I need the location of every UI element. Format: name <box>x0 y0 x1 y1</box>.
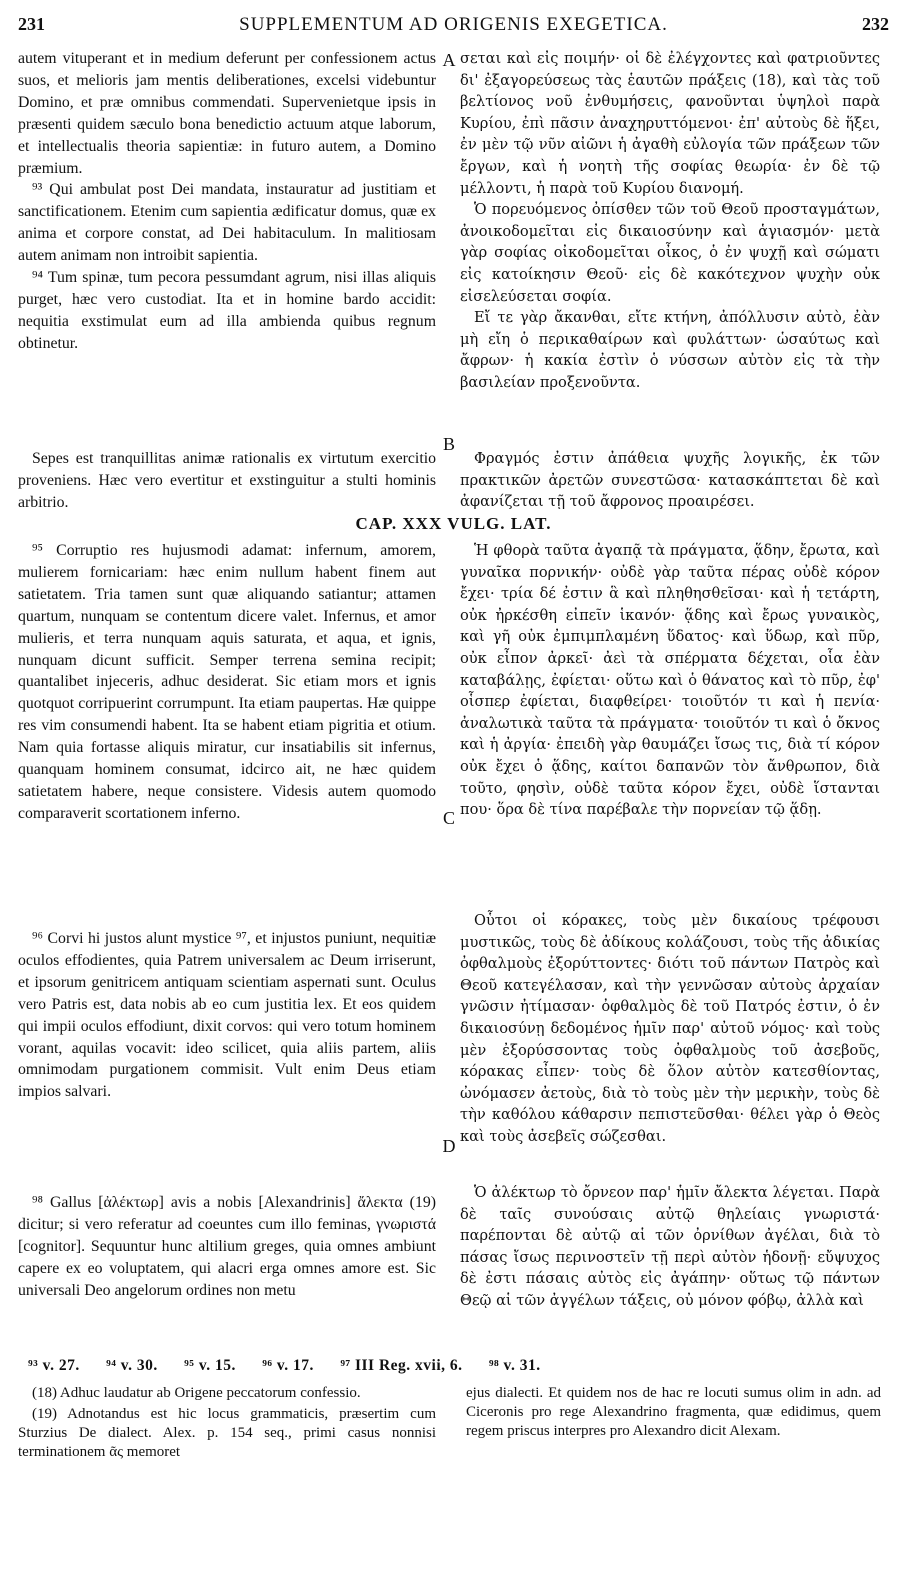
chapter-heading: CAP. XXX VULG. LAT. <box>355 514 552 533</box>
margin-marker-b: B <box>442 434 455 454</box>
scripture-reference: ⁹⁵ v. 15. <box>184 1357 236 1374</box>
latin-column-cock <box>18 1192 436 1302</box>
greek-column-ravens <box>460 910 880 1148</box>
footnotes-right <box>466 1384 881 1443</box>
scripture-references <box>28 1357 888 1375</box>
greek-paragraph: Ἡ φθορὰ ταῦτα ἀγαπᾷ τὰ πράγματα, ᾅδην, ἔρωτα, καὶ γυναῖκα πορνικήν· οὐδὲ γὰρ ταῦτα πέρας οὐδὲ κόρον ἔχει· τρία δέ ἐστιν ἃ καὶ πληθησθεῖσαι· καὶ ἡ τετάρτη, οὐκ ἠρκέσθη εἰπεῖν ἱκανόν· ᾅδης καὶ ἔρως γυναικὸς, καὶ γῆ οὐκ ἐμπιμπλαμένη ὕδατος· καὶ ὕδωρ, καὶ πῦρ, οὐκ εἶπον ἀρκεῖ· ἀεὶ τὰ σπέρματα δέχεται, οἷα ἐὰν καταβάλῃς, ἐφίεται· οὕτω καὶ ὁ θάνατος καὶ τὸ πῦρ, ἐφ' οἷσπερ ἐφίεται, διαφθείρει· τοιοῦτόν τι καὶ ἡ πενία· ἀναλωτικὰ ταῦτα τὰ πράγματα· τοιοῦτόν τι καὶ ὁ ὄκνος καὶ ἡ ἀργία· ἐπειδὴ γὰρ θαυμάζει ἴσως τις, διὰ τί κόρον οὐκ ἔχει ὁ ᾅδης, καίτοι δαπανῶν τὸν ἄνθρωπον, διὰ τοῦτο, φησὶν, οὐδὲ ταῦτα κόρον ἔχει, οὐδὲ ἵστανται που· ὅρα δὲ τίνα παρέβαλε τὴν πορνείαν τῷ ᾅδῃ. <box>460 542 880 819</box>
latin-paragraph: ⁹³ Qui ambulat post Dei mandata, instauratur ad justitiam et sanctificationem. Etenim cum sapientia ædificatur domus, quæ ex anima et corpore constat, ad Dei habitaculum. In malitiosam autem animam non introibit sapientia. <box>18 181 436 265</box>
greek-paragraph: Εἴ τε γὰρ ἄκανθαι, εἴτε κτήνη, ἀπόλλυσιν αὐτὸ, ἐὰν μὴ εἴη ὁ περικαθαίρων καὶ φυλάττων· ὡσαύτως καὶ ἄφρων· ἡ κακία ἐστὶν ὁ νύσσων αὐτὸν εἰς τὰ τὴν βασιλείαν προξενοῦντα. <box>460 309 880 391</box>
footnote-19: (19) Adnotandus est hic locus grammaticis, præsertim cum Sturzius De dialect. Alex. p. 154 seq., primi casus nonnisi terminationem ᾶς memoret <box>18 1406 436 1460</box>
latin-column-top <box>18 48 436 355</box>
greek-column-hedge <box>460 448 880 513</box>
scripture-reference: ⁹⁶ v. 17. <box>262 1357 314 1374</box>
greek-paragraph: Ὁ πορευόμενος ὀπίσθεν τῶν τοῦ Θεοῦ προσταγμάτων, ἀνοικοδομεῖται εἰς δικαιοσύνην καὶ ἁγιασμόν· μετὰ γὰρ σοφίας οἰκοδομεῖται οἶκος, ὁ ἐν ψυχῇ καὶ σώματι εἰς κατοίκησιν Θεοῦ· εἰς δὲ κακότεχνον ψυχὴν οὐκ εἰσελεύσεται σοφία. <box>460 201 880 305</box>
margin-marker-d: D <box>442 1136 456 1156</box>
scripture-reference: ⁹³ v. 27. <box>28 1357 80 1374</box>
margin-marker-c: C <box>442 808 455 828</box>
greek-paragraph: Οὗτοι οἱ κόρακες, τοὺς μὲν δικαίους τρέφουσι μυστικῶς, τοὺς δὲ ἀδίκους κολάζουσι, τοὺς τῆς ἀδικίας ὀφθαλμοὺς ἐξορύττοντες· διότι τοῦ πάντων Πατρὸς καὶ Θεοῦ κατεγέλασαν, καὶ τὴν γεννῶσαν αὐτοὺς ἀρχαίαν γνῶσιν ἠτίμασαν· ὀφθαλμὸς δὲ τοῦ Πατρός ἐστιν, ὁ ἐν δικαιοσύνῃ δεδομένος ἡμῖν παρ' αὐτοῦ νόμος· καὶ τοὺς μὲν ἐξορύσσοντας τοὺς ὀφθαλμοὺς τοῦ ἀσεβοῦς, κόρακας εἶπεν· τοὺς δὲ ὅλον αὐτὸν κατεσθίοντας, ὠνόμασεν ἀετοὺς, διὰ τὸ τοὺς μὲν τὴν μερικὴν, τοὺς δὲ τὴν καθόλου κάθαρσιν πεπιστεῦσθαι· θέλει γὰρ ὁ Θεὸς καὶ τοὺς ἀσεβεῖς σώζεσθαι. <box>460 912 880 1145</box>
greek-column-cap30 <box>460 540 880 821</box>
footnote-18: (18) Adhuc laudatur ab Origene peccatorum confessio. <box>32 1385 361 1401</box>
latin-paragraph: ⁹⁶ Corvi hi justos alunt mystice ⁹⁷, et injustos puniunt, nequitiæ oculos effodientes, quia Patrem universalem ac Deum irriserunt, et ipsorum genitricem antiquam scientiam aspernati sunt. Oculus vero Patris est, data nobis ab eo cum justitia lex. Et eos quidem qui impii oculos effodiunt, dixit corvos: qui vero totum hominem vorant, aquilas vocavit: ideo scilicet, quia aliis partem, aliis omnimodam purgationem commisit. Vult enim Deus etiam impios salvari. <box>18 930 436 1101</box>
margin-marker-a: A <box>442 50 456 70</box>
latin-paragraph: ⁹⁸ Gallus [ἀλέκτωρ] avis a nobis [Alexandrinis] ἄλεκτα (19) dicitur; si vero referatur ad coeuntes cum illo feminas, γνωριστά [cognitor]. Sequuntur hunc altilium greges, quia omnes ambiunt capere ex eo voluptatem, qui alacri erga omnes amore est. Sic universali Deo angelorum ordines non metu <box>18 1194 436 1299</box>
greek-paragraph: σεται καὶ εἰς ποιμήν· οἱ δὲ ἐλέγχοντες καὶ φατριοῦντες δι' ἐξαγορεύσεως τὰς ἑαυτῶν πράξεις (18), καὶ τὰς τοῦ βελτίονος νοῦ ἐνθυμήσεις, φανοῦνται ὑψηλοὶ παρὰ Κυρίου, ἐπὶ πᾶσιν ἀναχηρυττόμενοι· ἐπ' αὐτοὺς δὲ ἥξει, ἐν μὲν τῷ νῦν αἰῶνι ἡ ἀγαθὴ εὐλογία τῶν πράξεων τῶν ἔργων, καὶ ἡ νοητὴ τῆς σοφίας θεωρία· ἐν δὲ τῷ μέλλοντι, ἡ παρὰ τοῦ Κυρίου διανομή. <box>460 50 880 197</box>
scripture-reference: ⁹⁸ v. 31. <box>488 1357 541 1374</box>
latin-paragraph: Sepes est tranquillitas animæ rationalis ex virtutum exercitio proveniens. Hæc vero evertitur et exstinguitur a stulti hominis arbitrio. <box>18 450 436 511</box>
greek-paragraph: Ὁ ἀλέκτωρ τὸ ὄρνεον παρ' ἡμῖν ἄλεκτα λέγεται. Παρὰ δὲ ταῖς συνούσαις αὐτῷ θηλείαις γνωριστά· παρέπονται δὲ αὐτῷ αἱ τῶν ὀρνίθων ἀγέλαι, διὰ τὸ πάσας ἴσως περινοστεῖν τῇ περὶ αὐτὸν ἡδονῇ· εὔψυχος δὲ ἐστι πάσαις αὐτὸς εἰς ἀγάπην· οὕτως τῷ πάντων Θεῷ αἱ τῶν ἀγγέλων τάξεις, οὐ μόνον φόβῳ, ἀλλὰ καὶ <box>460 1184 880 1309</box>
footnotes-left <box>18 1384 436 1464</box>
footnote-19-continued: ejus dialecti. Et quidem nos de hac re locuti sumus olim in adn. ad Ciceronis pro rege Alexandrino fragmenta, quæ edidimus, quem regem priscus interpres pro Alexandro dicit Alexam. <box>466 1385 881 1439</box>
greek-column-top <box>460 48 880 394</box>
greek-column-cock <box>460 1182 880 1312</box>
latin-paragraph: autem vituperant et in medium deferunt per confessionem actus suos, et melioris jam mentis deliberationes, excelsi videbuntur Domino, et præ omnibus commendati. Supervenietque ipsis in præsenti quidem sæculo bona benedictio actuum atque laborum, et intellectualis theoria sapientiæ: in futuro autem, a Domino præmium. <box>18 50 436 177</box>
running-header <box>18 14 889 40</box>
latin-paragraph: ⁹⁵ Corruptio res hujusmodi adamat: infernum, amorem, mulierem fornicariam: hæc enim nullum habent finem aut satietatem. Tria tamen sunt quæ aliquando satiantur; attamen quartum, nunquam se contentum dicere valet. Infernus, et amor mulieris, et terra nunquam aquis saturata, et aqua, et ignis, nunquam dicunt sufficit. Semper terrena semina recipit; quantalibet injeceris, adhuc desiderat. Sic etiam mors et ignis quotquot corripuerint corrumpunt. Ita etiam paupertas. Hæ quippe res vim consumendi habent. Ita se habent etiam pigritia et otium. Nam quia fortasse aliquis miratur, cur insatiabilis sit infernus, quanquam hominem consumat, idcirco ait, ne hæc quidem satietatem habere, neque consistere. Videsis autem quomodo comparaverit scortationem inferno. <box>18 542 436 822</box>
greek-paragraph: Φραγμός ἐστιν ἀπάθεια ψυχῆς λογικῆς, ἐκ τῶν πρακτικῶν ἀρετῶν συνεστῶσα· κατασκάπτεται δὲ καὶ ἀφανίζεται τῇ τοῦ ἄφρονος προαιρέσει. <box>460 450 880 511</box>
scripture-reference: ⁹⁷ III Reg. xvii, 6. <box>340 1357 463 1374</box>
latin-column-cap30 <box>18 540 436 825</box>
scripture-reference: ⁹⁴ v. 30. <box>106 1357 158 1374</box>
page-number-right: 232 <box>861 14 889 34</box>
page-number-left: 231 <box>18 14 45 34</box>
running-title: SUPPLEMENTUM AD ORIGENIS EXEGETICA. <box>239 14 668 35</box>
latin-paragraph: ⁹⁴ Tum spinæ, tum pecora pessumdant agrum, nisi illas aliquis purget, hæc vero custodiat. Ita et in homine bardo accidit: nequitia exstimulat eum ad illa ambienda quibus regnum obtinetur. <box>18 269 436 352</box>
latin-column-hedge <box>18 448 436 514</box>
latin-column-ravens <box>18 928 436 1103</box>
